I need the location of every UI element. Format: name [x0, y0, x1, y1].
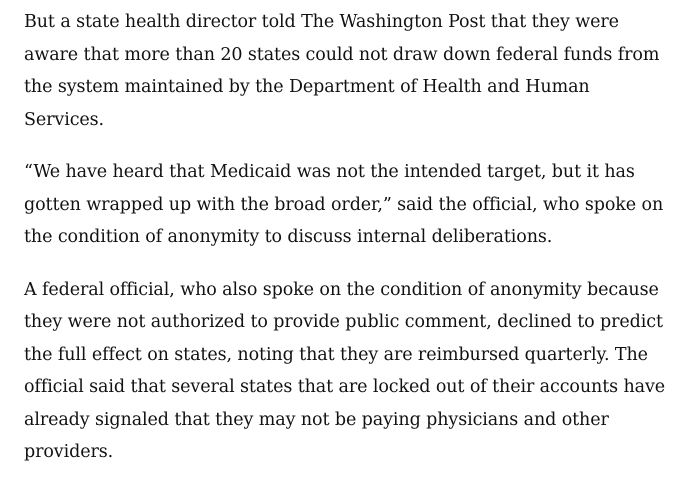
paragraph-line: the condition of anonymity to discuss internal deliberations. — [24, 227, 553, 247]
paragraph-1 — [24, 6, 664, 136]
paragraph-line: already signaled that they may not be paying physicians and other — [24, 409, 609, 430]
paragraph-line: official said that several states that are locked out of their accounts have — [24, 377, 666, 397]
paragraph-3 — [24, 274, 664, 469]
paragraph-line: the full effect on states, noting that they are reimbursed quarterly. The — [24, 344, 648, 365]
paragraph-line: aware that more than 20 states could not draw down federal funds from — [24, 44, 660, 65]
paragraph-line: But a state health director told The Washington Post that they were — [24, 12, 619, 32]
paragraph-line: gotten wrapped up with the broad order,” said the official, who spoke on — [24, 194, 664, 215]
paragraph-line: the system maintained by the Department of Health and Human — [24, 77, 590, 97]
paragraph-line: Services. — [24, 109, 104, 130]
paragraph-line: A federal official, who also spoke on the condition of anonymity because — [24, 279, 659, 300]
article-body — [24, 6, 664, 469]
paragraph-line: they were not authorized to provide public comment, declined to predict — [24, 312, 663, 332]
paragraph-line: “We have heard that Medicaid was not the intended target, but it has — [24, 162, 635, 182]
paragraph-line: providers. — [24, 442, 114, 462]
paragraph-2 — [24, 156, 664, 254]
